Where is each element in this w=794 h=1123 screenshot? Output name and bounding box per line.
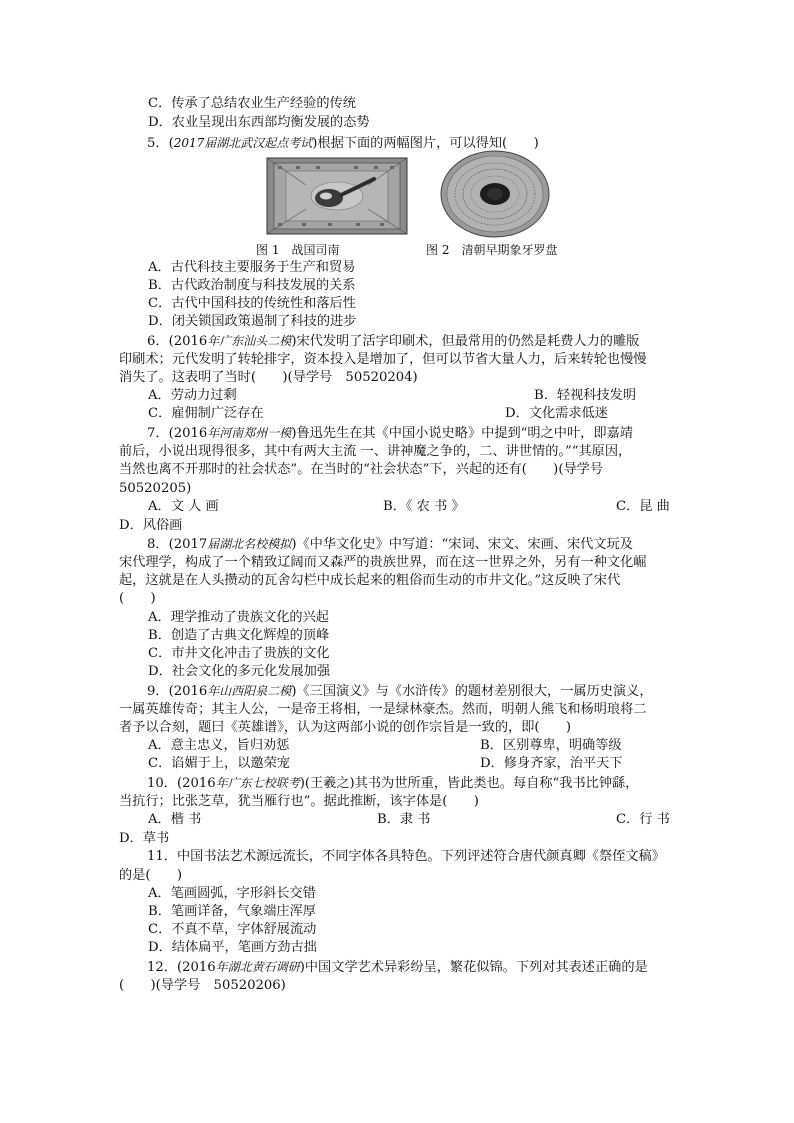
figure-1-caption: 图 1 战国司南 bbox=[256, 243, 340, 257]
q7-stem: 7．(2016年河南郑州一模)鲁迅先生在其《中国小说史略》中提到“明之中叶，即嘉靖 bbox=[147, 426, 633, 441]
q9-option-a: A．意主忠义，旨归劝惩 bbox=[148, 738, 290, 753]
q8-option-c: C．市井文化冲击了贵族的文化 bbox=[148, 646, 330, 661]
q11-option-d: D．结体扁平，笔画方劲古拙 bbox=[148, 940, 317, 955]
q9-option-d: D．修身齐家，治平天下 bbox=[480, 756, 623, 771]
q11-option-b: B．笔画详备，气象端庄浑厚 bbox=[148, 904, 316, 919]
q8-stem: 宋代理学，构成了一个精致辽阔而又森严的贵族世界，而在这一世界之外，另有一种文化崛 bbox=[119, 555, 647, 570]
compass-figure bbox=[440, 150, 550, 240]
q7-option-b: B．《 农 书 》 bbox=[383, 499, 465, 514]
q6-stem: 6．(2016年广东汕头二模)宋代发明了活字印刷术，但最常用的仍然是耗费人力的雕版 bbox=[147, 334, 640, 349]
q11-stem: 11．中国书法艺术源远流长，不同字体各具特色。下列评述符合唐代颜真卿《祭侄文稿》 bbox=[147, 849, 665, 864]
q6-stem: 消失了。这表明了当时( )(导学号 50520204) bbox=[119, 370, 418, 385]
q8-option-b: B．创造了古典文化辉煌的顶峰 bbox=[148, 628, 330, 643]
q5-option-c: C．古代中国科技的传统性和落后性 bbox=[148, 296, 356, 311]
q8-stem: ( ) bbox=[119, 591, 156, 606]
q7-option-d: D．风俗画 bbox=[119, 518, 183, 533]
q11-stem: 的是( ) bbox=[119, 868, 183, 883]
figure-2-caption: 图 2 清朝早期象牙罗盘 bbox=[426, 243, 558, 257]
q8-option-d: D．社会文化的多元化发展加强 bbox=[148, 664, 331, 679]
q9-stem: 一属英雄传奇；其主人公，一是帝王将相，一是绿林豪杰。然而，明朝人熊飞和杨明琅将二 bbox=[119, 702, 647, 717]
q5-option-d: D．闭关锁国政策遏制了科技的进步 bbox=[148, 314, 357, 329]
q11-option-c: C．不真不草，字体舒展流动 bbox=[148, 922, 317, 937]
q5-option-b: B．古代政治制度与科技发展的关系 bbox=[148, 278, 356, 293]
q7-stem: 50520205) bbox=[119, 481, 192, 496]
q10-option-b: B．隶 书 bbox=[377, 812, 431, 827]
q9-option-c: C．谄媚于上，以邀荣宠 bbox=[148, 756, 290, 771]
q9-option-b: B．区别尊卑，明确等级 bbox=[480, 738, 622, 753]
q10-option-c: C．行 书 bbox=[616, 812, 670, 827]
q10-option-a: A．楷 书 bbox=[148, 812, 202, 827]
q8-stem: 8．(2017届湖北名校模拟)《中华文化史》中写道：“宋词、宋文、宋画、宋代文玩及 bbox=[147, 537, 633, 552]
q12-stem: 12．(2016年湖北黄石调研)中国文学艺术异彩纷呈，繁花似锦。下列对其表述正确的是 bbox=[147, 960, 648, 975]
q6-stem: 印刷术；元代发明了转轮排字，资本投入是增加了，但可以节省大量人力，后来转轮也慢慢 bbox=[119, 352, 647, 367]
q10-stem: 当抗行；比张芝草，犹当雁行也”。据此推断，该字体是( ) bbox=[119, 794, 479, 809]
q7-option-c: C．昆 曲 bbox=[616, 499, 670, 514]
q5-option-a: A．古代科技主要服务于生产和贸易 bbox=[148, 260, 356, 275]
q8-stem: 起，这就是在人头攒动的瓦舍勾栏中成长起来的粗俗而生动的市井文化。”这反映了宋代 bbox=[119, 573, 621, 588]
q4-option-c: C．传承了总结农业生产经验的传统 bbox=[148, 96, 356, 111]
q5-stem: 5．(2017届湖北武汉起点考试)根据下面的两幅图片，可以得知( ) bbox=[147, 136, 539, 151]
q6-option-a: A．劳动力过剩 bbox=[148, 388, 237, 403]
q8-option-a: A．理学推动了贵族文化的兴起 bbox=[148, 610, 329, 625]
q12-stem: ( )(导学号 50520206) bbox=[119, 978, 286, 993]
q4-option-d: D．农业呈现出东西部均衡发展的态势 bbox=[148, 115, 370, 130]
q6-option-c: C．雇佣制广泛存在 bbox=[148, 406, 264, 421]
q10-option-d: D．草书 bbox=[119, 831, 170, 846]
q10-stem: 10．(2016年广东七校联考)(王羲之)其书为世所重，皆此类也。每自称“我书比钟繇， bbox=[147, 776, 639, 791]
sinan-figure bbox=[266, 157, 408, 235]
q7-option-a: A．文 人 画 bbox=[148, 499, 219, 514]
q9-stem: 者予以合刻，题曰《英雄谱》，认为这两部小说的创作宗旨是一致的，即( ) bbox=[119, 720, 572, 735]
q7-stem: 当然也离不开那时的社会状态”。在当时的“社会状态”下，兴起的还有( )(导学号 bbox=[119, 462, 604, 477]
q11-option-a: A．笔画圆弧，字形斜长交错 bbox=[148, 886, 316, 901]
q7-stem: 前后，小说出现得很多，其中有两大主流 一、讲神魔之争的，二、讲世情的。”“其原因， bbox=[119, 444, 632, 459]
q6-option-d: D．文化需求低迷 bbox=[505, 406, 608, 421]
q9-stem: 9．(2016年山西阳泉二模)《三国演义》与《水浒传》的题材差别很大，一属历史演义， bbox=[147, 684, 653, 699]
q6-option-b: B．轻视科技发明 bbox=[534, 388, 637, 403]
